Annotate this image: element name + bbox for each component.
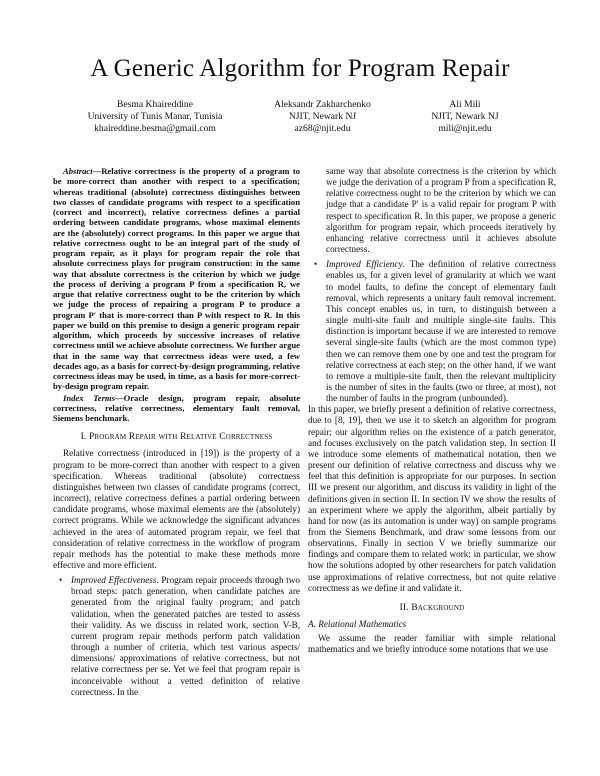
bullet-list [308, 259, 556, 404]
bullet-label: Improved Effectiveness [71, 575, 157, 586]
background-paragraph: We assume the reader familiar with simple relational mathematics and we briefly introduce some notations that we use [308, 633, 556, 655]
index-terms-text: —Oracle design, program repair, absolute correctness, relative correctness, elementary fault removal, Siemens benchmark. [53, 392, 301, 423]
author-email: az68@njit.edu [294, 123, 351, 134]
index-terms-label: Index Terms [63, 392, 115, 403]
intro-paragraph: In this paper, we briefly present a definition of relative correctness, due to [8, 19], then we use it to sketch an algorithm for program repair; our algorithm relies on the existence of a patch generator, and focuses exclusively on the patch validation step. In section II we introduce some elements of mathematical notation, then we present our definition of relative correctness and discuss why we feel that this definition is appropriate for our purposes. In section III we present our algorithm, and discuss its validity in light of the definitions given in section II. In section IV we show the results of an experiment where we apply the algorithm, albeit partially by hand for now (as its automation is under way) on sample programs from the Siemens Benchmark, and draw some lessons from our observations. Finally in section V we briefly summarize our findings and compare them to related work; in particular, we show how the solutions adopted by other researchers for patch validation use approximations of relative correctness, but not quite relative correctness as we define it and validate it. [308, 404, 556, 593]
bullet-icon: • [59, 575, 63, 586]
author-email: khaireddine.besma@gmail.com [94, 123, 216, 134]
author-1 [80, 99, 230, 135]
author-email: mili@njit.edu [438, 123, 492, 134]
bullet-text: . Program repair proceeds through two broad steps: patch generation, when candidate patches are generated from the original faulty program; and patch validation, when the generated patches are tested to assess their validity. As we discuss in related work, section V-B, current program repair methods perform patch validation through a number of criteria, which test various aspects/ dimensions/ approximations of relative correctness, but not relative correctness per se. Yet we feel that program repair is inconceivable without a vetted definition of relative correctness. In the [71, 575, 301, 697]
author-2 [245, 99, 400, 135]
bullet-continuation: same way that absolute correctness is the criterion by which we judge the derivation of a program P from a specification R, relative correctness ought to be the criterion by which we can judge that a candidate P′ is a valid repair for program P with respect to specification R. In this paper, we propose a generic algorithm for program repair, which proceeds iteratively by enhancing relative correctness until it achieves absolute correctness. [326, 166, 556, 255]
author-affiliation: University of Tunis Manar, Tunisia [87, 111, 223, 122]
abstract [53, 166, 300, 392]
section-heading-2: II. Background [399, 602, 465, 613]
subsection-heading: A. Relational Mathematics [308, 619, 407, 630]
left-column [53, 166, 300, 698]
abstract-label: Abstract [63, 166, 93, 176]
index-terms [53, 393, 300, 424]
author-affiliation: NJIT, Newark NJ [431, 111, 499, 122]
abstract-text: —Relative correctness is the property of a program to be more-correct than another with respect to a specification; whereas traditional (absolute) correctness distinguishes between two classes of candidate programs with respect to a specification (correct and incorrect), relative correctness defines a partial ordering between candidate programs, whose maximal elements are the (absolutely) correct programs. In this paper we argue that relative correctness ought to be an integral part of the study of program repair, as it plays for program repair the role that absolute correctness plays for program construction: in the same way that absolute correctness is the criterion by which we judge the process of deriving a program P from a specification R, we argue that relative correctness ought to be the criterion by which we judge the process of repairing a program P to produce a program P′ that is more-correct than P with respect to R. In this paper we build on this premise to design a generic program repair algorithm, which proceeds by successive increases of relative correctness until we achieve absolute correctness. We further argue that in the same way that correctness ideas were used, a few decades ago, as a basis for correct-by-design programming, relative correctness ideas may be used, in time, as a basis for more-correct-by-design program repair. [53, 166, 300, 392]
section-heading-1: I. Program Repair with Relative Correctness [80, 432, 273, 443]
bullet-label: Improved Efficiency [326, 259, 403, 270]
bullet-list [53, 575, 300, 698]
author-3 [410, 99, 520, 135]
author-name: Besma Khaireddine [117, 99, 193, 110]
paper-title: A Generic Algorithm for Program Repair [90, 55, 510, 82]
author-name: Ali Mili [449, 99, 481, 110]
author-affiliation: NJIT, Newark NJ [288, 111, 357, 122]
list-item [53, 575, 300, 698]
list-item [308, 259, 556, 404]
section1-paragraph: Relative correctness (introduced in [19]) is the property of a program to be more-correct than another with respect to a given specification. Whereas traditional (absolute) correctness distinguishes between two classes of candidate programs (correct, incorrect), relative correctness defines a partial ordering between candidate programs, whose maximal elements are the (absolutely) correct programs. While we acknowledge the significant advances achieved in the area of automated program repair, we feel that consideration of relative correctness in the workflow of program repair methods has the potential to make these methods more effective and more efficient. [53, 448, 300, 570]
right-column [308, 166, 556, 656]
bullet-icon: • [314, 259, 318, 270]
author-name: Aleksandr Zakharchenko [274, 99, 371, 110]
bullet-text: . The definition of relative correctness enables us, for a given level of granularity at which we want to model faults, to define the concept of elementary fault removal, which represents a unitary fault removal increment. This concept enables us, in turn, to distinguish between a single multi-site fault and multiple single-site faults. This distinction is important because if we are interested to remove several single-site faults (which are the most common type) then we can remove them one by one and test the program for relative correctness at each step; on the other hand, if we want to remove a multiple-site fault, then the relevant multiplicity is the number of sites in the faults (two or three, at most), not the number of faults in the program (unbounded). [326, 259, 557, 404]
author-block [0, 99, 600, 143]
